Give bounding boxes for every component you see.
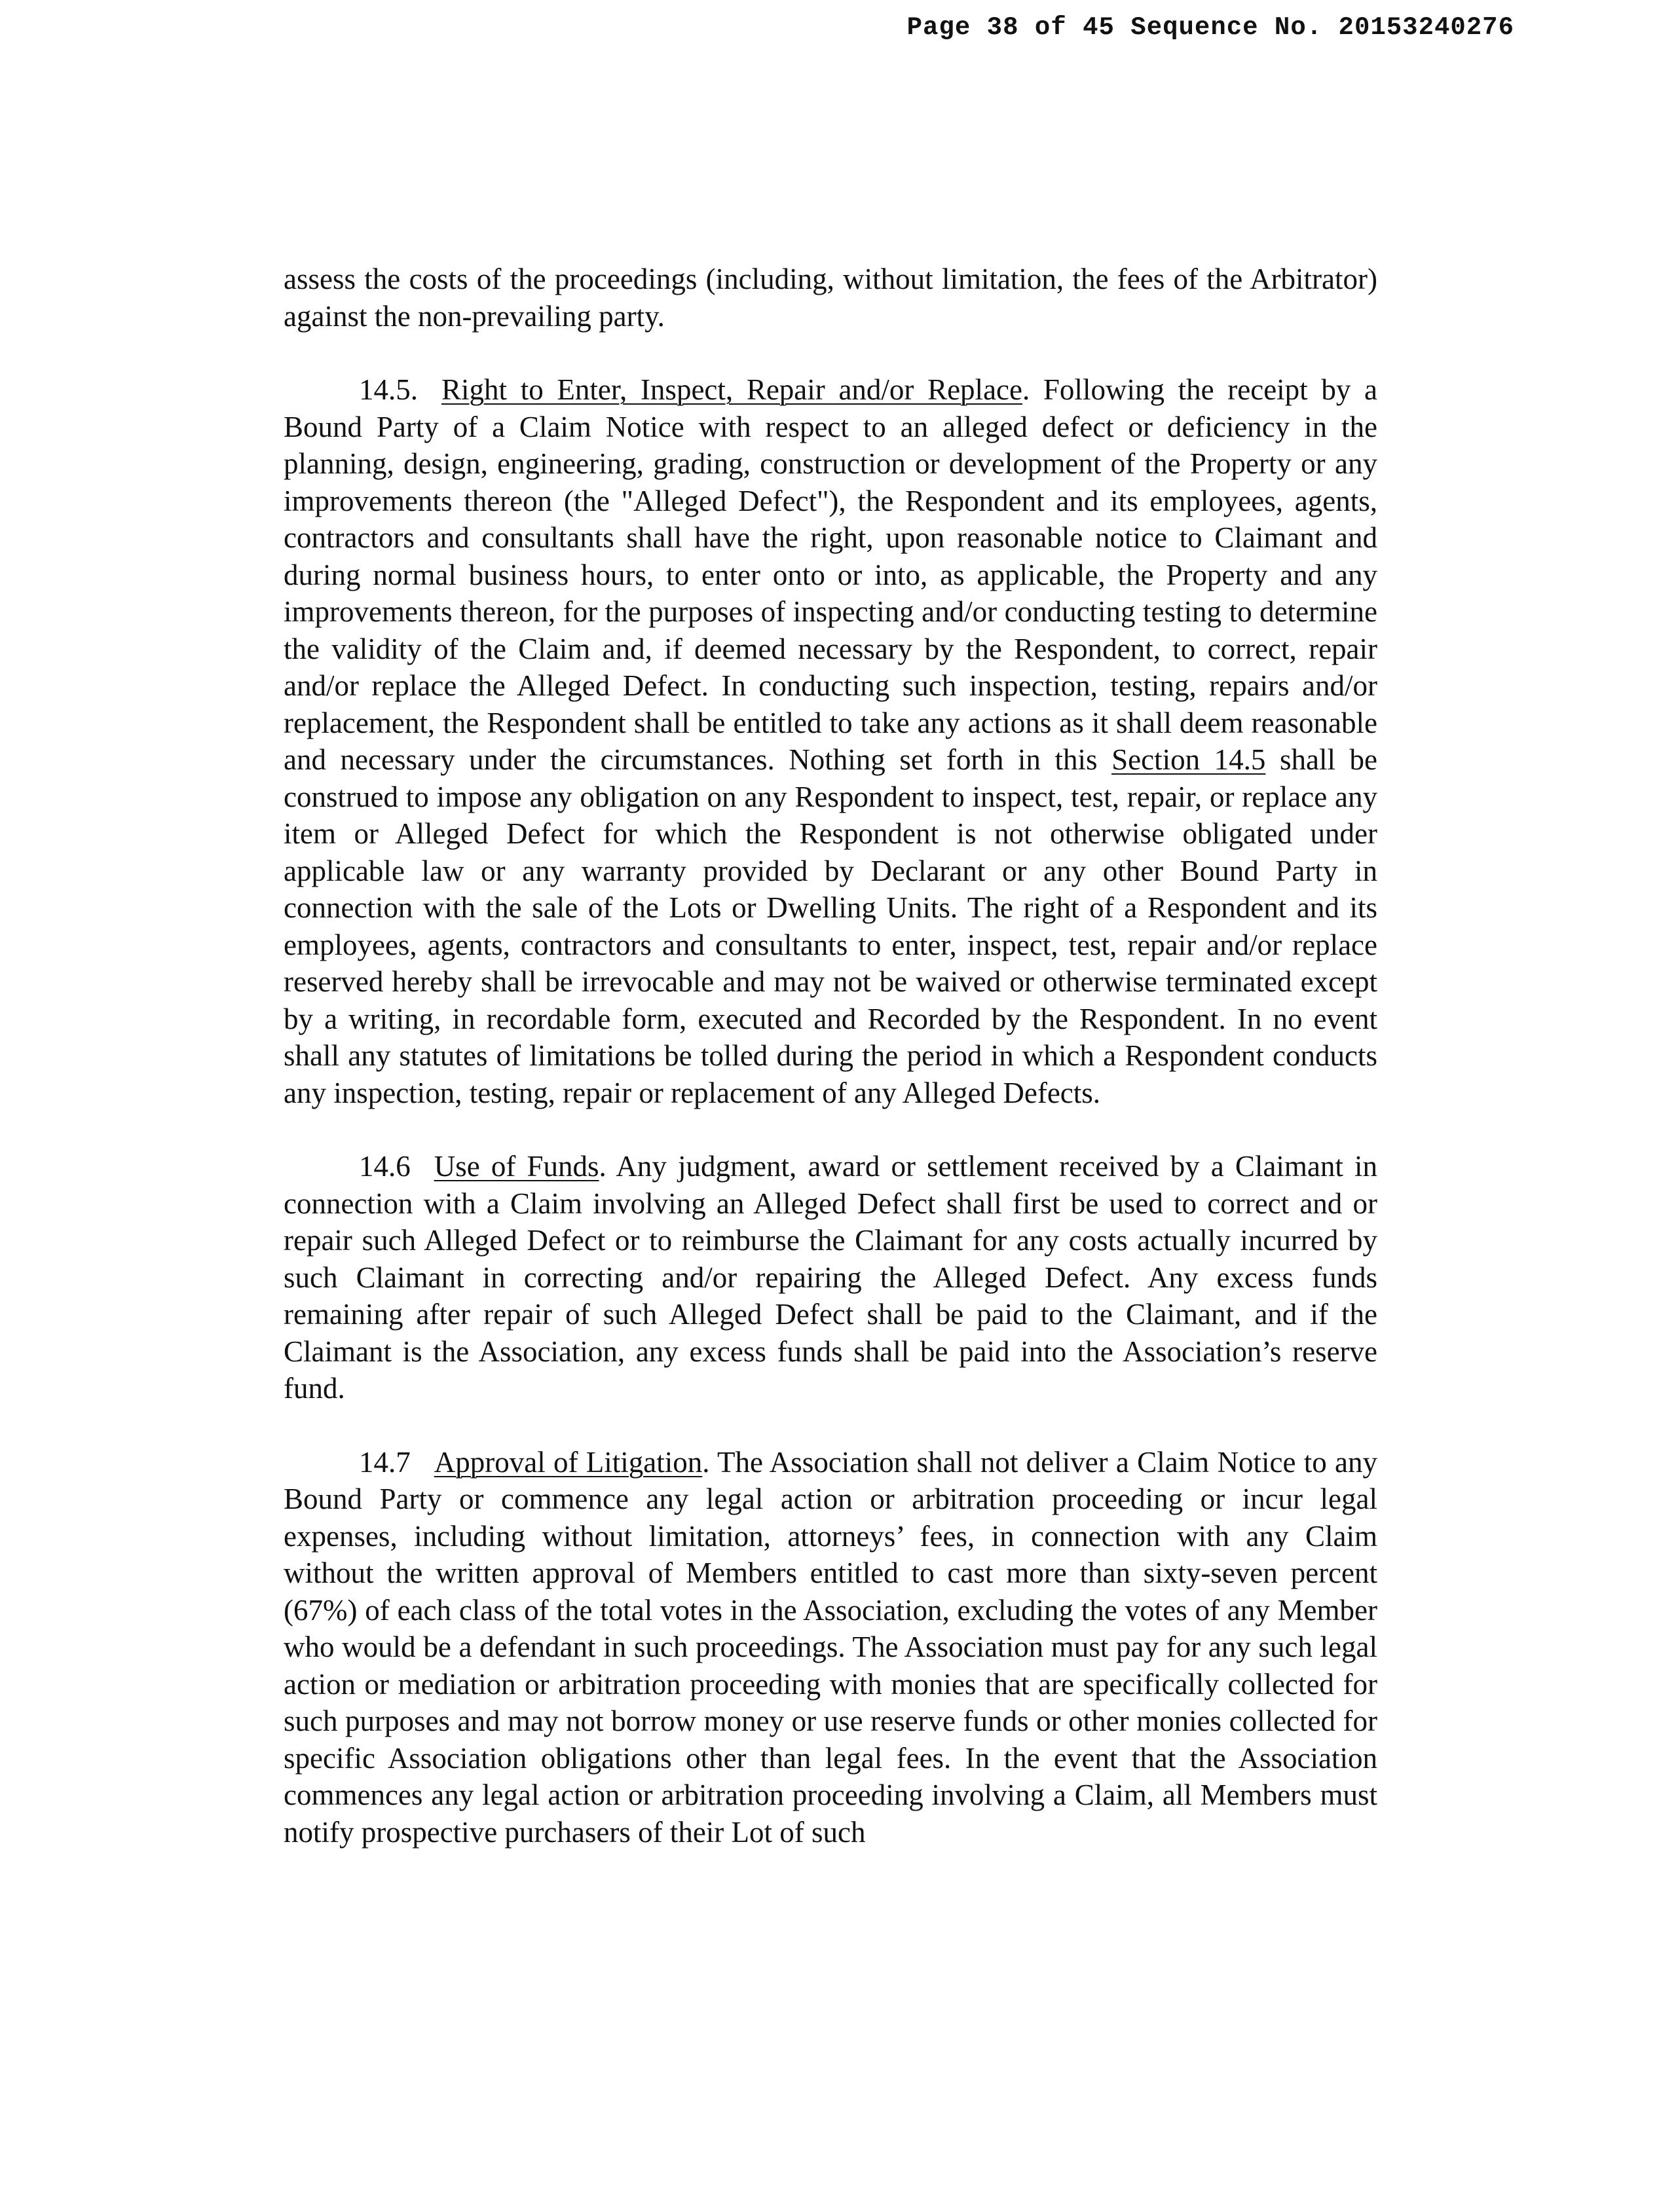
paragraph-continuation: assess the costs of the proceedings (including, without limitation, the fees of the Arbitrator) against the non-prevailing party. <box>284 263 1377 333</box>
page-header: Page 38 of 45 Sequence No. 20153240276 <box>906 13 1514 42</box>
section-body-continued: shall be construed to impose any obligation on any Respondent to inspect, test, repair, or replace any item or Alleged Defect for which the Respondent is not otherwise obligated under applicable law or any warranty provided by Declarant or any other Bound Party in connection with the sale of the Lots or Dwelling Units. The right of a Respondent and its employees, agents, contractors and consultants to enter, inspect, test, repair and/or replace reserved hereby shall be irrevocable and may not be waived or otherwise terminated except by a writing, in recordable form, executed and Recorded by the Respondent. In no event shall any statutes of limitations be tolled during the period in which a Respondent conducts any inspection, testing, repair or replacement of any Alleged Defects. <box>284 743 1377 1109</box>
section-14-5 <box>284 371 1377 1111</box>
section-number: 14.6 <box>359 1150 411 1183</box>
section-reference: Section 14.5 <box>1111 743 1266 776</box>
section-body: . Any judgment, award or settlement received by a Claimant in connection with a Claim involving an Alleged Defect shall first be used to correct and or repair such Alleged Defect or to reimburse the Claimant for any costs actually incurred by such Claimant in correcting and/or repairing the Alleged Defect. Any excess funds remaining after repair of such Alleged Defect shall be paid to the Claimant, and if the Claimant is the Association, any excess funds shall be paid into the Association’s reserve fund. <box>284 1150 1377 1405</box>
section-heading: Right to Enter, Inspect, Repair and/or Replace <box>441 373 1022 406</box>
section-body: . Following the receipt by a Bound Party of a Claim Notice with respect to an alleged defect or deficiency in the planning, design, engineering, grading, construction or development of the Property or any improvements thereon (the "Alleged Defect"), the Respondent and its employees, agents, contractors and consultants shall have the right, upon reasonable notice to Claimant and during normal business hours, to enter onto or into, as applicable, the Property and any improvements thereon, for the purposes of inspecting and/or conducting testing to determine the validity of the Claim and, if deemed necessary by the Respondent, to correct, repair and/or replace the Alleged Defect. In conducting such inspection, testing, repairs and/or replacement, the Respondent shall be entitled to take any actions as it shall deem reasonable and necessary under the circumstances. Nothing set forth in this <box>284 373 1377 776</box>
document-body <box>284 261 1377 1887</box>
section-14-6 <box>284 1148 1377 1407</box>
section-heading: Approval of Litigation <box>434 1445 703 1479</box>
section-body: . The Association shall not deliver a Claim Notice to any Bound Party or commence any legal action or arbitration proceeding or incur legal expenses, including without limitation, attorneys’ fees, in connection with any Claim without the written approval of Members entitled to cast more than sixty-seven percent (67%) of each class of the total votes in the Association, excluding the votes of any Member who would be a defendant in such proceedings. The Association must pay for any such legal action or mediation or arbitration proceeding with monies that are specifically collected for such purposes and may not borrow money or use reserve funds or other monies collected for specific Association obligations other than legal fees. In the event that the Association commences any legal action or arbitration proceeding involving a Claim, all Members must notify prospective purchasers of their Lot of such <box>284 1445 1378 1849</box>
section-number: 14.5. <box>359 373 418 406</box>
section-number: 14.7 <box>359 1445 411 1479</box>
section-14-7 <box>284 1444 1377 1851</box>
section-heading: Use of Funds <box>434 1150 599 1183</box>
